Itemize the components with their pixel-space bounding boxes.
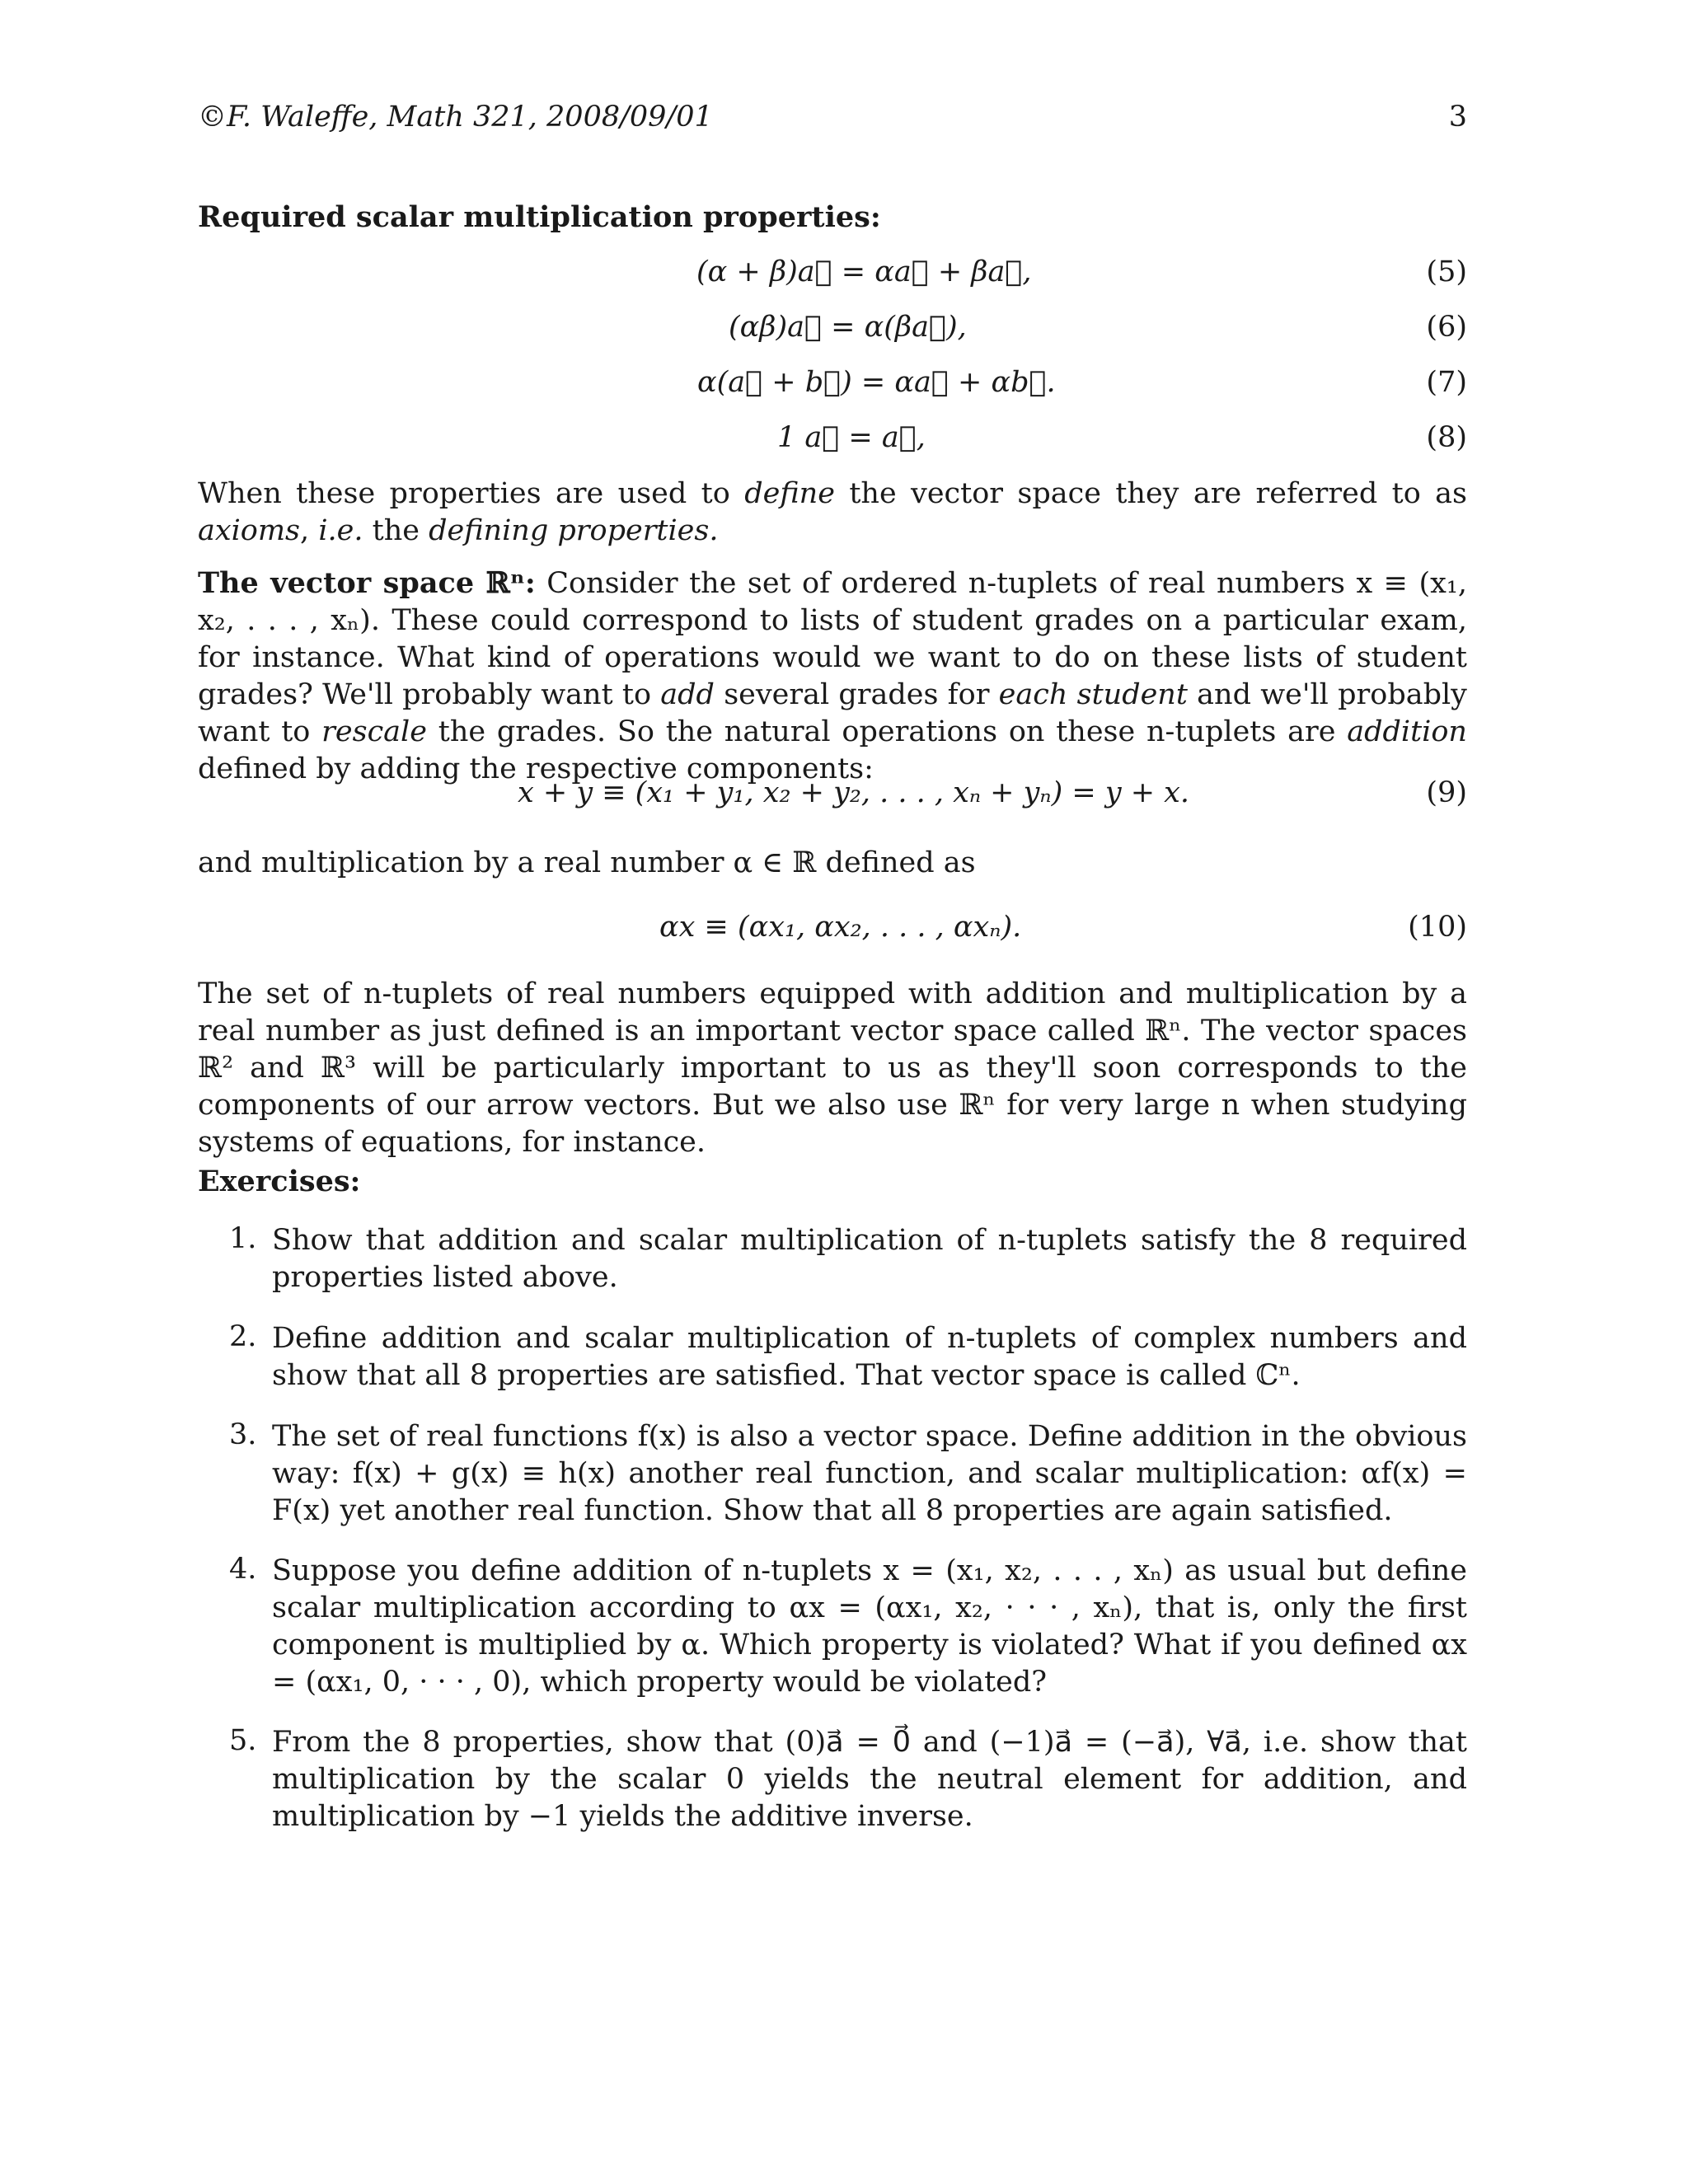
equation-7: α(a⃗ + b⃗) = αa⃗ + αb⃗. <box>697 366 1056 399</box>
exercise-item: From the 8 properties, show that (0)a⃗ = 0⃗ and (−1)a⃗ = (−a⃗), ∀a⃗, i.e. show that multiplication by the scalar 0 yields the neutral element for addition, and multiplication by −1 yields the additive inverse. <box>272 1726 1467 1833</box>
equation-number-5: (5) <box>1426 255 1467 288</box>
page-header: ©F. Waleffe, Math 321, 2008/09/01 <box>198 101 713 134</box>
equation-number-6: (6) <box>1426 311 1467 344</box>
exercise-number: 2. <box>229 1320 257 1353</box>
equation-10: αx ≡ (αx₁, αx₂, . . . , αxₙ). <box>659 911 1022 944</box>
exercise-item: Show that addition and scalar multiplication of n-tuplets satisfy the 8 required properties listed above. <box>272 1224 1467 1294</box>
equation-5: (α + β)a⃗ = αa⃗ + βa⃗, <box>696 255 1032 288</box>
equation-number-7: (7) <box>1426 366 1467 399</box>
axioms-paragraph: When these properties are used to define the vector space they are referred to as axioms, i.e. the defining properties. <box>198 477 1467 547</box>
exercise-number: 5. <box>229 1724 257 1757</box>
multiplication-sentence: and multiplication by a real number α ∈ ℝ defined as <box>198 846 976 879</box>
equation-number-8: (8) <box>1426 421 1467 454</box>
equation-6: (αβ)a⃗ = α(βa⃗), <box>729 311 967 344</box>
exercise-number: 3. <box>229 1418 257 1451</box>
equation-8: 1 a⃗ = a⃗, <box>777 421 926 454</box>
rn-heading: The vector space ℝⁿ: <box>198 566 536 600</box>
section-heading-scalar-properties: Required scalar multiplication properties: <box>198 200 881 234</box>
exercise-item: Define addition and scalar multiplication of n-tuplets of complex numbers and show that all 8 properties are satisfied. That vector space is called ℂⁿ. <box>272 1322 1467 1392</box>
exercise-item: The set of real functions f(x) is also a vector space. Define addition in the obvious way: f(x) + g(x) ≡ h(x) another real function, and scalar multiplication: αf(x) = F(x) yet another real function. Show that all 8 properties are again satisfied. <box>272 1420 1467 1527</box>
equation-number-10: (10) <box>1408 911 1467 944</box>
rn-definition-paragraph: The set of n-tuplets of real numbers equipped with addition and multiplication by a real number as just defined is an important vector space called ℝⁿ. The vector spaces ℝ² and ℝ³ will be particularly important to us as they'll soon corresponds to the components of our arrow vectors. But we also use ℝⁿ for very large n when studying systems of equations, for instance. <box>198 977 1467 1159</box>
equation-number-9: (9) <box>1426 776 1467 809</box>
exercise-number: 1. <box>229 1222 257 1255</box>
exercises-heading: Exercises: <box>198 1165 361 1198</box>
equation-9: x + y ≡ (x₁ + y₁, x₂ + y₂, . . . , xₙ + yₙ) = y + x. <box>518 776 1190 809</box>
exercise-number: 4. <box>229 1553 257 1586</box>
rn-paragraph: The vector space ℝⁿ: Consider the set of ordered n-tuplets of real numbers x ≡ (x₁, x₂, . . . , xₙ). These could correspond to lists of student grades on a particular exam, for instance. What kind of operations would we want to do on these lists of student grades? We'll probably want to add several grades for each student and we'll probably want to rescale the grades. So the natural operations on these n-tuplets are addition defined by adding the respective components: <box>198 566 1467 785</box>
exercise-item: Suppose you define addition of n-tuplets x = (x₁, x₂, . . . , xₙ) as usual but define scalar multiplication according to αx = (αx₁, x₂, · · · , xₙ), that is, only the first component is multiplied by α. Which property is violated? What if you defined αx = (αx₁, 0, · · · , 0), which property would be violated? <box>272 1554 1467 1699</box>
page-number: 3 <box>1448 101 1467 134</box>
